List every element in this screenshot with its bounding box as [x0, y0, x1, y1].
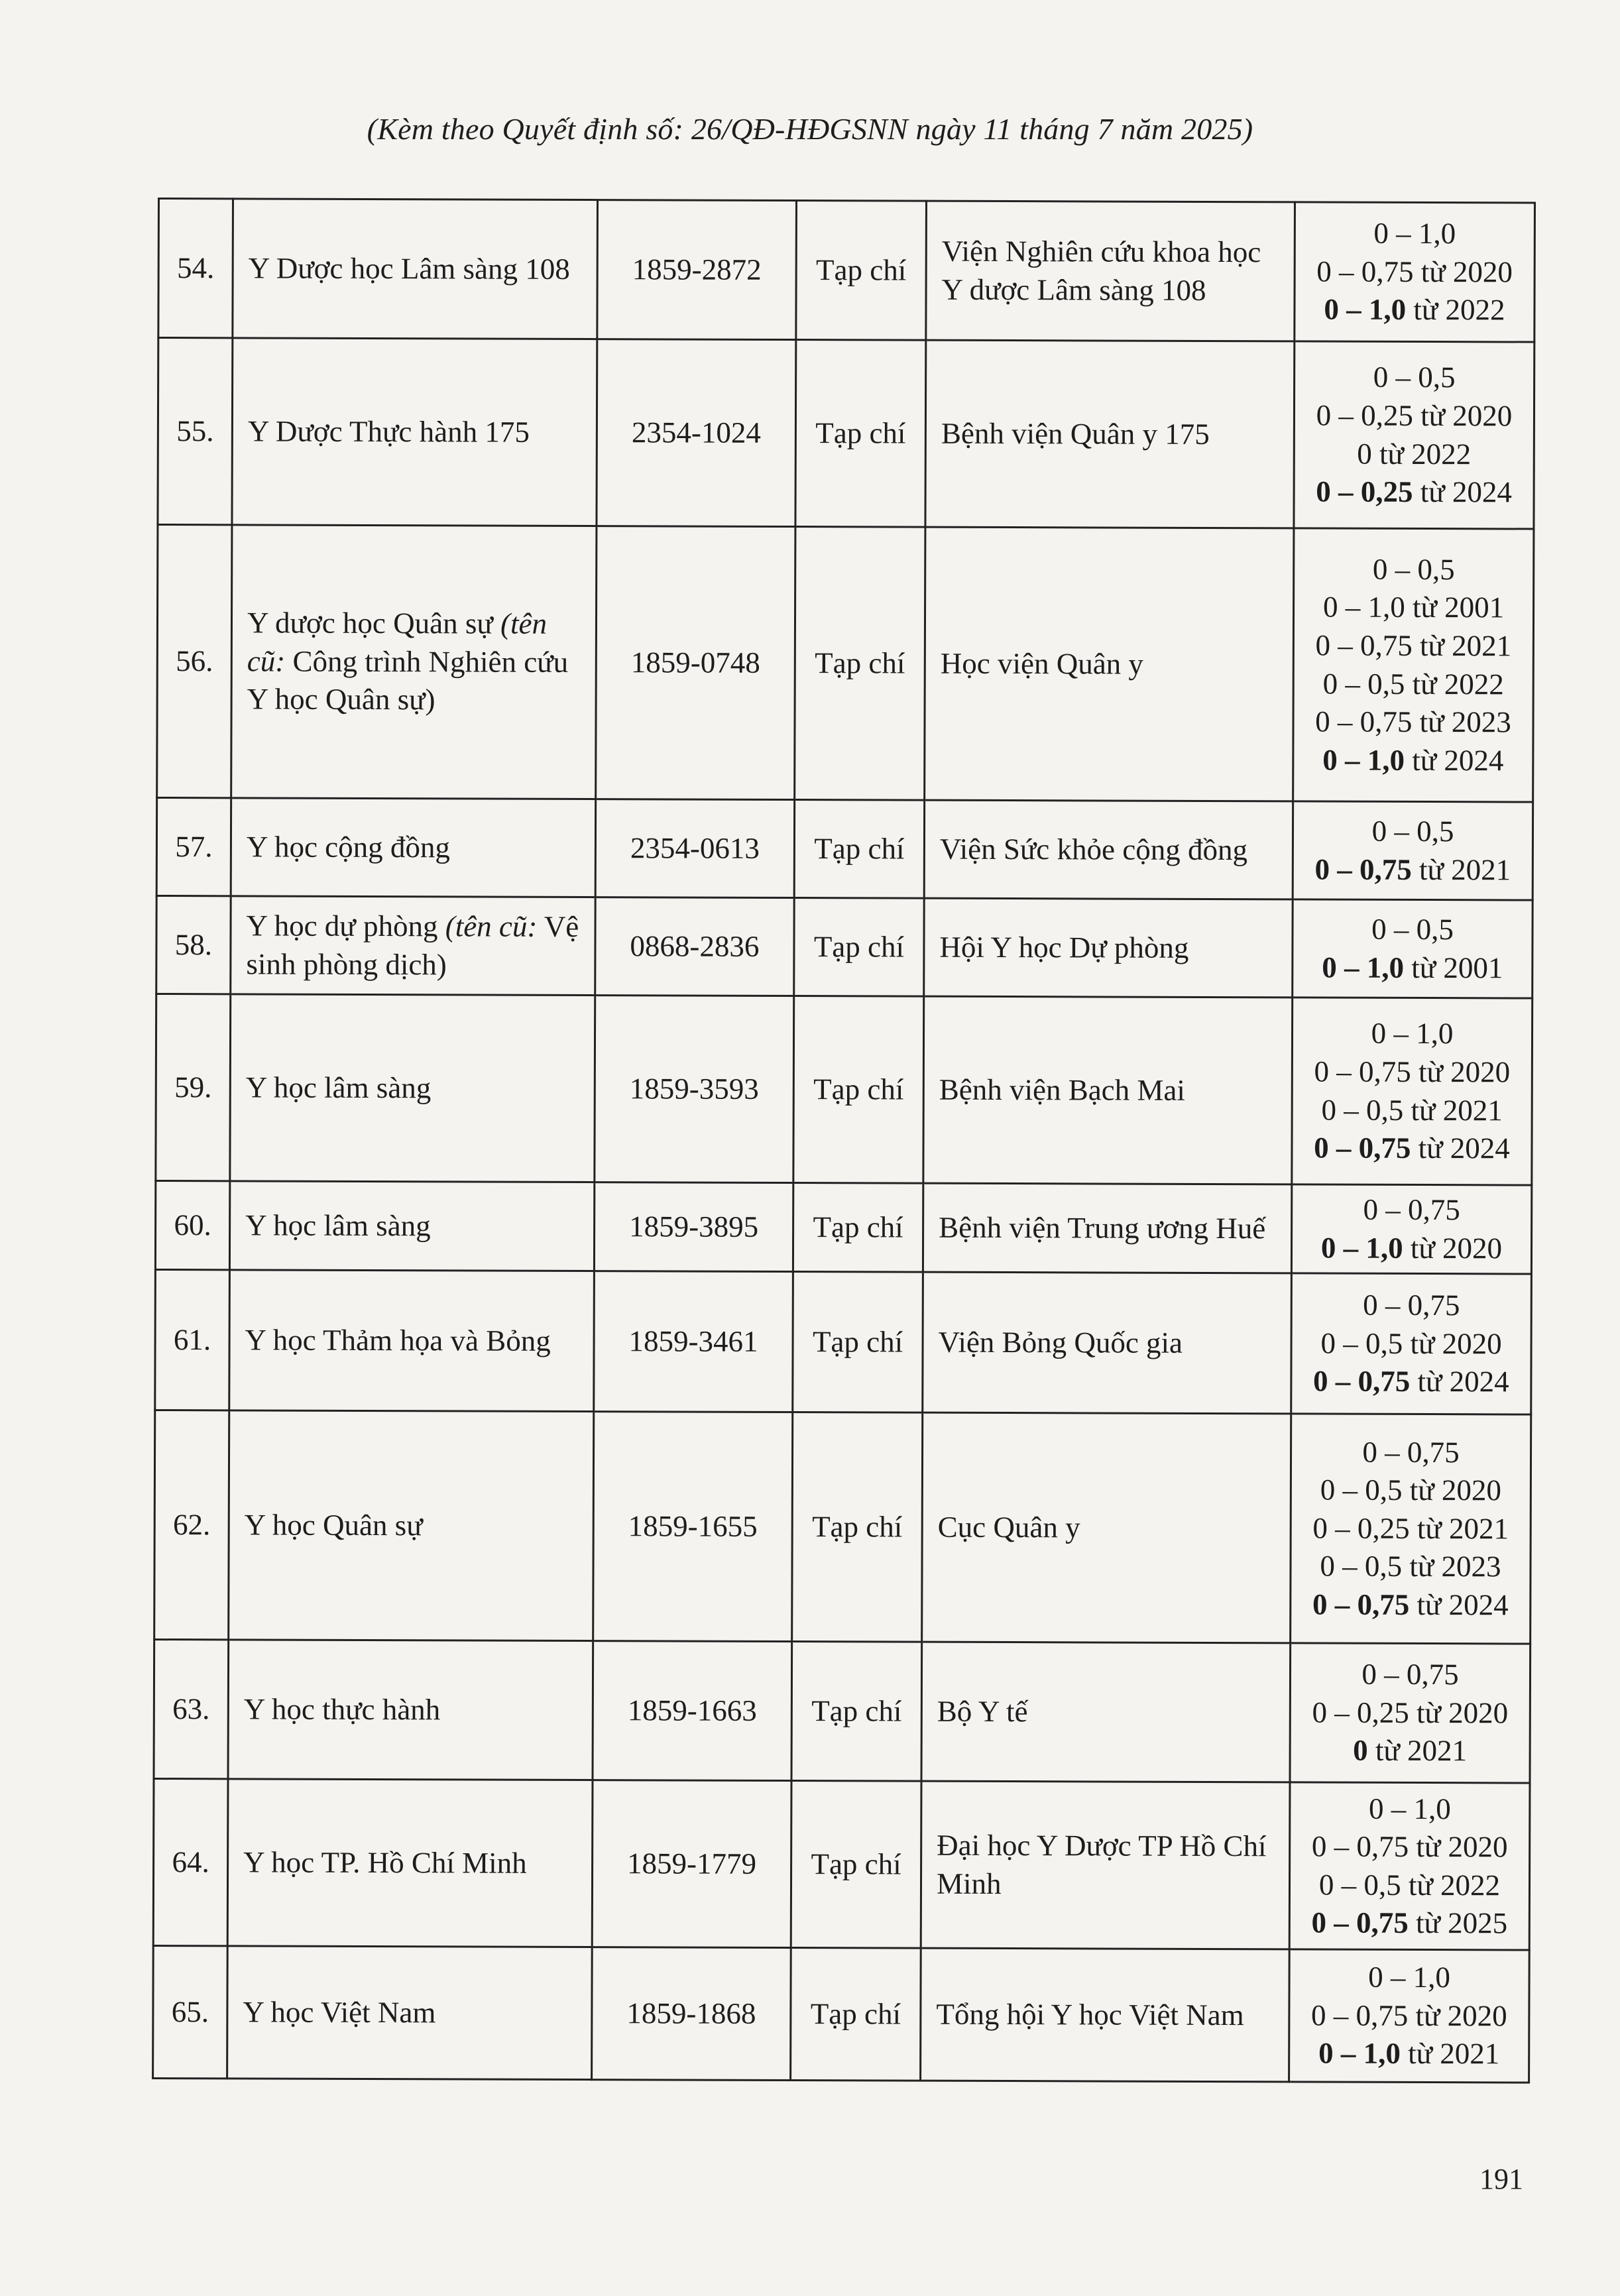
- score-line: [1304, 1959, 1513, 1998]
- score-range: 0 – 0,5: [1320, 1473, 1403, 1507]
- issn: 1859-3895: [594, 1182, 793, 1272]
- score-since-year: từ 2023: [1402, 1550, 1501, 1583]
- score-since-year: từ 2024: [1410, 1365, 1509, 1399]
- publication-type: Tạp chí: [792, 1412, 923, 1642]
- journal-name-text: Y học Việt Nam: [243, 1995, 436, 2030]
- score-since-year: từ 2025: [1408, 1906, 1508, 1940]
- score-line: [1310, 396, 1519, 435]
- issn: 1859-3461: [594, 1271, 793, 1412]
- journal-name: [227, 1779, 593, 1947]
- score-line: [1306, 1433, 1515, 1472]
- publication-type: Tạp chí: [793, 1183, 923, 1273]
- row-number: 65.: [153, 1946, 228, 2079]
- score-since-year: từ 2020: [1403, 1326, 1502, 1361]
- document-header: (Kèm theo Quyết định số: 26/QĐ-HĐGSNN ngày 11 tháng 7 năm 2025): [367, 112, 1253, 146]
- score-range: 0 – 0,75: [1312, 1364, 1411, 1399]
- row-number: 56.: [157, 525, 232, 798]
- score-since-year: từ 2020: [1408, 1998, 1507, 2033]
- issn: 0868-2836: [595, 897, 794, 996]
- journal-name-text: Y học TP. Hồ Chí Minh: [243, 1845, 527, 1880]
- publication-type: Tạp chí: [795, 340, 926, 528]
- row-number: 58.: [156, 895, 231, 994]
- score-range: 0 – 0,75: [1363, 1192, 1460, 1227]
- score-range: 0 – 0,75: [1362, 1435, 1460, 1469]
- journal-name-text: Y học Thảm họa và Bỏng: [245, 1323, 551, 1357]
- journal-name-text: Y học dự phòng: [246, 909, 445, 943]
- score-since-year: từ 2022: [1401, 1868, 1501, 1902]
- score-line: [1308, 703, 1517, 742]
- score-ranges: [1295, 202, 1535, 342]
- table-row: [156, 798, 1533, 901]
- score-line: [1309, 589, 1518, 628]
- publisher: Viện Nghiên cứu khoa học Y dược Lâm sàng 108: [926, 201, 1295, 341]
- score-line: [1306, 1363, 1515, 1402]
- score-line: [1308, 850, 1517, 890]
- score-range: 0 – 0,75: [1315, 705, 1413, 739]
- score-range: 0 – 0,5: [1320, 1550, 1403, 1583]
- score-ranges: [1293, 801, 1533, 900]
- score-since-year: từ 2021: [1400, 2037, 1500, 2071]
- score-line: [1305, 1866, 1514, 1905]
- score-range: 0 – 0,5: [1322, 667, 1405, 701]
- score-line: [1304, 2035, 1513, 2074]
- issn: 1859-1663: [593, 1641, 792, 1781]
- score-since-year: từ 2024: [1411, 1131, 1510, 1165]
- journal-name: [233, 199, 598, 339]
- score-range: 0 – 0,75: [1361, 1658, 1459, 1692]
- journal-table-body: [153, 199, 1535, 2083]
- score-range: 0 – 1,0: [1322, 743, 1405, 777]
- score-range: 0 – 0,25: [1312, 1695, 1409, 1729]
- page-number: 191: [1479, 2163, 1523, 2195]
- score-range: 0 – 0,75: [1311, 1829, 1409, 1864]
- score-range: 0 – 1,0: [1368, 1792, 1451, 1825]
- row-number: 60.: [155, 1180, 229, 1270]
- journal-name: [231, 525, 597, 799]
- score-range: 0 – 1,0: [1322, 950, 1405, 984]
- former-name-text: Công trình Nghiên cứu Y học Quân sự): [247, 644, 569, 717]
- score-range: 0 – 0,75: [1311, 1906, 1409, 1940]
- score-ranges: [1293, 899, 1533, 998]
- publication-type: Tạp chí: [791, 1781, 921, 1949]
- score-since-year: từ 2023: [1412, 705, 1511, 739]
- score-line: [1308, 910, 1517, 949]
- journal-name: [231, 896, 595, 996]
- score-range: 0 – 1,0: [1322, 590, 1405, 624]
- score-ranges: [1292, 998, 1533, 1185]
- score-since-year: từ 2020: [1409, 1695, 1509, 1730]
- score-range: 0 – 0,75: [1314, 852, 1412, 886]
- journal-name-text: Y học lâm sàng: [245, 1070, 432, 1105]
- score-ranges: [1294, 341, 1534, 529]
- score-range: 0 – 0,5: [1373, 361, 1456, 394]
- journal-name: [229, 1181, 594, 1271]
- issn: 1859-1655: [593, 1412, 793, 1642]
- score-range: 0 – 0,75: [1316, 255, 1414, 288]
- journal-name-text: Y Dược học Lâm sàng 108: [248, 251, 570, 286]
- table-row: [153, 1946, 1530, 2083]
- row-number: 59.: [156, 994, 231, 1180]
- row-number: 64.: [153, 1779, 228, 1946]
- issn: 1859-3593: [595, 996, 794, 1183]
- score-range: 0 – 0,5: [1371, 814, 1454, 848]
- score-range: 0 – 0,25: [1316, 398, 1413, 432]
- score-since-year: từ 2001: [1405, 591, 1505, 624]
- score-since-year: từ 2020: [1409, 1830, 1508, 1864]
- row-number: 54.: [158, 199, 233, 338]
- journal-name: [232, 338, 597, 526]
- table-row: [155, 1270, 1532, 1415]
- score-since-year: từ 2021: [1403, 1093, 1503, 1127]
- score-line: [1309, 626, 1518, 665]
- score-line: [1305, 1790, 1514, 1829]
- score-since-year: từ 2020: [1402, 1473, 1502, 1507]
- row-number: 63.: [154, 1640, 229, 1779]
- score-range: 0 – 0,5: [1320, 1326, 1403, 1360]
- score-line: [1310, 215, 1519, 254]
- score-since-year: từ 2022: [1405, 667, 1504, 701]
- score-range: 0: [1353, 1734, 1368, 1768]
- score-line: [1305, 1904, 1514, 1943]
- journal-name-text: Y Dược Thực hành 175: [247, 414, 530, 449]
- score-range: 0 – 0,5: [1321, 1093, 1404, 1127]
- publication-type: Tạp chí: [791, 1948, 921, 2081]
- publisher: Hội Y học Dự phòng: [924, 898, 1293, 998]
- score-ranges: [1289, 1949, 1530, 2083]
- publication-type: Tạp chí: [793, 996, 924, 1184]
- table-row: [156, 895, 1533, 998]
- score-line: [1305, 1828, 1514, 1867]
- score-range: 0 – 0,75: [1310, 1998, 1409, 2032]
- score-range: 0 – 1,0: [1368, 1961, 1451, 1994]
- table-row: [155, 1180, 1531, 1274]
- score-range: 0 – 0,5: [1372, 552, 1455, 586]
- former-name-label: (tên cũ:: [247, 606, 548, 678]
- score-line: [1309, 550, 1518, 589]
- publisher: Bệnh viện Trung ương Huế: [923, 1183, 1291, 1273]
- score-line: [1306, 1693, 1515, 1733]
- score-since-year: từ 2024: [1409, 1588, 1509, 1622]
- journal-name-text: Y học cộng đồng: [246, 830, 451, 864]
- row-number: 62.: [154, 1410, 229, 1640]
- publisher: Đại học Y Dược TP Hồ Chí Minh: [921, 1781, 1290, 1949]
- publisher: Viện Sức khỏe cộng đồng: [924, 800, 1293, 899]
- journal-name: [227, 1946, 593, 2080]
- score-range: 0: [1357, 437, 1372, 471]
- former-name-label: (tên cũ:: [445, 909, 538, 943]
- score-range: 0 – 1,0: [1373, 216, 1456, 251]
- score-since-year: từ 2021: [1411, 852, 1511, 886]
- score-ranges: [1290, 1643, 1531, 1783]
- score-since-year: từ 2021: [1409, 1511, 1509, 1546]
- publication-type: Tạp chí: [793, 1272, 923, 1413]
- publication-type: Tạp chí: [795, 527, 925, 801]
- score-line: [1306, 1586, 1515, 1625]
- score-ranges: [1291, 1414, 1531, 1644]
- issn: 1859-1779: [592, 1780, 791, 1948]
- score-line: [1304, 1996, 1513, 2036]
- score-line: [1308, 1091, 1517, 1130]
- publisher: Bệnh viện Quân y 175: [925, 340, 1295, 528]
- table-row: [154, 1410, 1531, 1644]
- publisher: Bộ Y tế: [921, 1642, 1291, 1782]
- table-row: [158, 199, 1535, 343]
- row-number: 55.: [158, 338, 233, 525]
- former-name-text: Vệ sinh phòng dịch): [246, 909, 579, 981]
- score-line: [1306, 1732, 1515, 1771]
- score-ranges: [1291, 1273, 1532, 1414]
- score-range: 0 – 0,5: [1318, 1868, 1401, 1902]
- table-row: [158, 338, 1534, 530]
- score-line: [1308, 812, 1517, 851]
- journal-name: [229, 1270, 595, 1412]
- publisher: Học viện Quân y: [925, 527, 1294, 801]
- score-range: 0 – 0,75: [1314, 1055, 1411, 1088]
- table-row: [157, 525, 1534, 803]
- publisher: Bệnh viện Bạch Mai: [923, 996, 1293, 1184]
- score-since-year: từ 2020: [1413, 255, 1513, 289]
- score-since-year: từ 2022: [1406, 293, 1505, 327]
- journal-name: [229, 1410, 594, 1641]
- score-line: [1310, 359, 1519, 398]
- score-line: [1309, 665, 1518, 704]
- score-line: [1306, 1656, 1515, 1695]
- score-since-year: từ 2024: [1413, 475, 1513, 509]
- score-since-year: từ 2022: [1371, 437, 1472, 471]
- score-range: 0 – 0,75: [1312, 1587, 1410, 1622]
- issn: 2354-0613: [595, 799, 794, 898]
- score-since-year: từ 2024: [1404, 743, 1504, 777]
- publisher: Viện Bỏng Quốc gia: [923, 1272, 1292, 1414]
- score-since-year: từ 2021: [1367, 1734, 1468, 1768]
- row-number: 61.: [155, 1270, 230, 1410]
- journal-name-text: Y dược học Quân sự: [247, 606, 501, 640]
- score-line: [1307, 1287, 1516, 1326]
- score-range: 0 – 0,25: [1316, 475, 1413, 509]
- score-range: 0 – 1,0: [1320, 1231, 1403, 1265]
- publisher: Tổng hội Y học Việt Nam: [921, 1948, 1290, 2082]
- score-range: 0 – 0,5: [1371, 912, 1454, 947]
- score-line: [1310, 435, 1519, 474]
- score-range: 0 – 0,75: [1363, 1289, 1460, 1322]
- score-since-year: từ 2020: [1413, 398, 1513, 433]
- journal-name: [230, 994, 595, 1182]
- row-number: 57.: [156, 798, 231, 896]
- journal-name-text: Y học lâm sàng: [245, 1208, 431, 1243]
- publication-type: Tạp chí: [791, 1642, 922, 1782]
- journal-name: [228, 1640, 593, 1780]
- journal-name-text: Y học thực hành: [243, 1692, 441, 1727]
- score-range: 0 – 1,0: [1371, 1017, 1454, 1051]
- score-line: [1307, 1129, 1516, 1169]
- score-line: [1308, 741, 1517, 780]
- journal-name-text: Y học Quân sự: [244, 1508, 423, 1542]
- journal-name: [231, 798, 595, 897]
- score-line: [1306, 1509, 1515, 1548]
- table-row: [154, 1640, 1531, 1784]
- score-ranges: [1289, 1782, 1530, 1950]
- score-range: 0 – 1,0: [1318, 2036, 1401, 2071]
- journal-table: [152, 198, 1536, 2084]
- publisher: Cục Quân y: [922, 1412, 1291, 1643]
- publication-type: Tạp chí: [794, 800, 924, 899]
- score-range: 0 – 0,25: [1312, 1511, 1410, 1545]
- score-range: 0 – 0,75: [1314, 1131, 1411, 1165]
- score-line: [1308, 1015, 1517, 1054]
- table-row: [156, 994, 1533, 1185]
- score-line: [1307, 1190, 1516, 1230]
- score-line: [1306, 1548, 1515, 1587]
- publication-type: Tạp chí: [796, 201, 927, 341]
- score-ranges: [1293, 528, 1534, 802]
- score-since-year: từ 2001: [1403, 950, 1503, 984]
- issn: 1859-0748: [596, 526, 795, 800]
- score-line: [1306, 1471, 1515, 1511]
- score-line: [1310, 291, 1519, 330]
- issn: 2354-1024: [597, 339, 796, 527]
- score-line: [1306, 1324, 1515, 1363]
- score-line: [1310, 473, 1519, 512]
- score-line: [1307, 1229, 1516, 1268]
- score-ranges: [1291, 1184, 1531, 1274]
- table-row: [153, 1779, 1530, 1951]
- score-line: [1308, 1053, 1517, 1092]
- score-since-year: từ 2021: [1412, 628, 1512, 663]
- score-range: 0 – 1,0: [1324, 292, 1407, 327]
- score-line: [1308, 948, 1517, 988]
- score-since-year: từ 2020: [1403, 1231, 1503, 1265]
- publication-type: Tạp chí: [794, 898, 924, 997]
- score-range: 0 – 0,75: [1315, 628, 1413, 662]
- score-since-year: từ 2020: [1411, 1055, 1511, 1089]
- issn: 1859-2872: [597, 200, 797, 340]
- issn: 1859-1868: [592, 1947, 791, 2081]
- score-line: [1310, 253, 1519, 292]
